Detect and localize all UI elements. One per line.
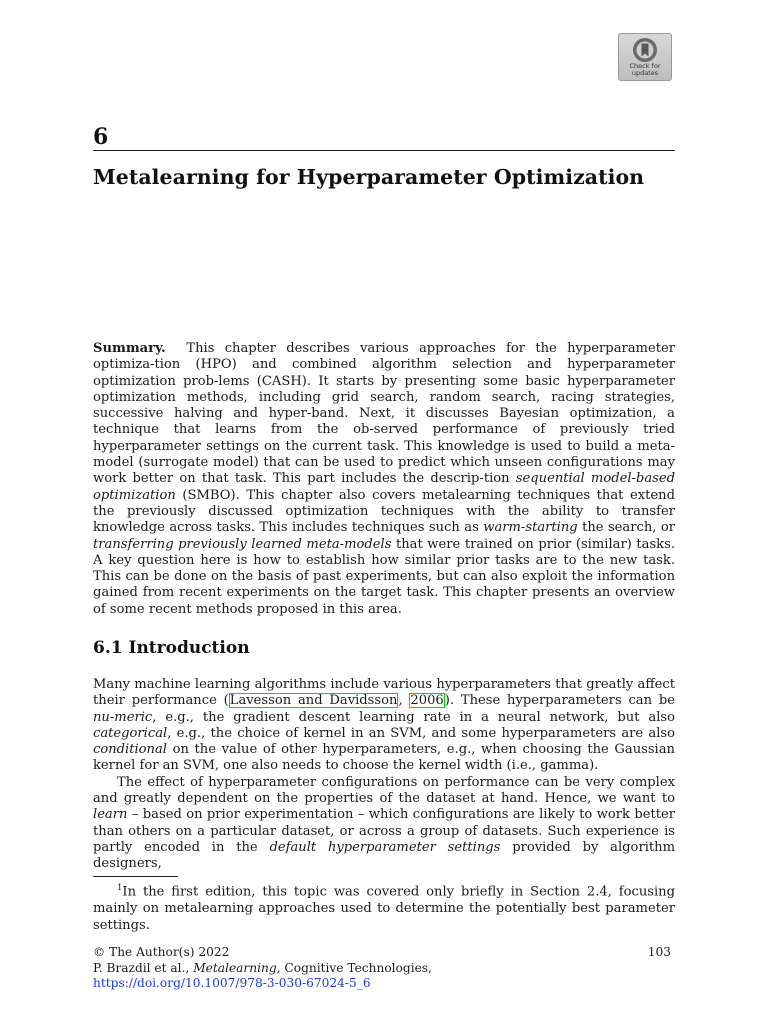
copyright-row <box>93 945 671 961</box>
badge-line-1: Check for <box>629 62 661 70</box>
citation-line <box>93 961 671 977</box>
citation-link-year[interactable]: 2006 <box>410 693 444 709</box>
intro-p1-text-a: Many machine learning algorithms include various hyperparameters that greatly affect their performance ( <box>93 677 675 709</box>
copyright-text: © The Author(s) 2022 <box>93 945 230 959</box>
doi-link[interactable]: https://doi.org/10.1007/978-3-030-67024-5_6 <box>93 976 371 990</box>
summary-text-3: the search, or <box>582 520 675 536</box>
summary-emph-2: warm-starting <box>483 520 578 536</box>
intro-body <box>93 677 675 873</box>
intro-p2-text-a: The effect of hyperparameter configurations on performance can be very complex and greatly dependent on the properties of the dataset at hand. Hence, we want to <box>93 774 675 807</box>
intro-p2-emph-defaults: default hyperparameter settings <box>269 839 501 855</box>
intro-p2-emph-learn: learn <box>93 807 128 823</box>
intro-p1-text-b: ). These hyperparameters can be <box>444 693 675 709</box>
citation-link-authors[interactable]: Lavesson and Davidsson <box>229 693 398 709</box>
check-for-updates-badge[interactable] <box>618 33 672 81</box>
badge-line-2: updates <box>631 69 659 77</box>
summary-text-2: (SMBO). This chapter also covers metalearning techniques that extend the previously discussed optimization techniques with the ability to transfer knowledge across tasks. This includes techniques such as <box>93 487 675 536</box>
book-authors: P. Brazdil et al., <box>93 960 190 975</box>
intro-paragraph-2 <box>93 775 675 873</box>
intro-p1-text-e: on the value of other hyperparameters, e.g., when choosing the Gaussian kernel for an SVM, one also needs to choose the kernel width (i.e., gamma). <box>93 742 675 774</box>
book-series: , Cognitive Technologies, <box>276 960 432 975</box>
intro-p1-text-d: , e.g., the choice of kernel in an SVM, and some hyperparameters are also <box>167 725 675 741</box>
citation-separator: , <box>398 693 410 709</box>
chapter-number: 6 <box>93 124 109 150</box>
intro-p1-emph-conditional: conditional <box>93 742 167 758</box>
intro-p2-text-b: – based on prior experimentation – which configurations are likely to work better than others on a particular dataset, or across a group of datasets. Such experience is partly encoded in the <box>93 807 675 855</box>
chapter-divider <box>93 150 675 151</box>
summary-text-1: This chapter describes various approaches for the hyperparameter optimiza-tion (HPO) and combined algorithm selection and hyperparameter optimization prob-lems (CASH). It starts by presenting some basic hyperparameter optimization methods, including grid search, random search, racing strategies, successive halving and hyper-band. Next, it discusses Bayesian optimization, a technique that learns from the ob-served performance of previously tried hyperparameter settings on the current task. This knowledge is used to build a meta-model (surrogate model) that can be used to predict which unseen configurations may work better on that task. This part includes the descrip-tion <box>93 341 675 487</box>
publication-info <box>93 945 671 992</box>
summary-emph-3: transferring previously learned meta-models <box>93 536 392 552</box>
intro-p2-text-c: provided by algorithm designers, <box>93 839 675 872</box>
intro-p1-emph-numeric: nu-meric <box>93 709 153 725</box>
footnote-text: In the first edition, this topic was covered only briefly in Section 2.4, focusing mainly on metalearning approaches used to determine the potentially best parameter settings. <box>93 884 675 934</box>
book-title: Metalearning <box>193 960 277 975</box>
summary-text-4: that were trained on prior (similar) tasks. A key question here is how to establish how similar prior tasks are to the new task. This can be done on the basis of past experiments, but can also exploit the information gained from recent experiments on the target task. This chapter presents an overview of some recent methods proposed in this area. <box>93 536 675 617</box>
section-title: 6.1 Introduction <box>93 638 250 658</box>
intro-paragraph-1 <box>93 677 675 775</box>
summary-emph-1: sequential model-based optimization <box>93 471 675 503</box>
bookmark-icon <box>632 37 658 63</box>
intro-p1-emph-categorical: categorical <box>93 725 168 741</box>
page-number: 103 <box>647 945 671 959</box>
summary-label: Summary. <box>93 341 166 356</box>
footnote-marker: 1 <box>117 883 123 893</box>
footnote <box>93 880 675 934</box>
chapter-title: Metalearning for Hyperparameter Optimization <box>93 165 645 189</box>
summary-paragraph <box>93 341 675 618</box>
footnote-divider <box>93 876 178 877</box>
doi-row <box>93 976 671 992</box>
intro-p1-text-c: , e.g., the gradient descent learning rate in a neural network, but also <box>152 709 675 725</box>
